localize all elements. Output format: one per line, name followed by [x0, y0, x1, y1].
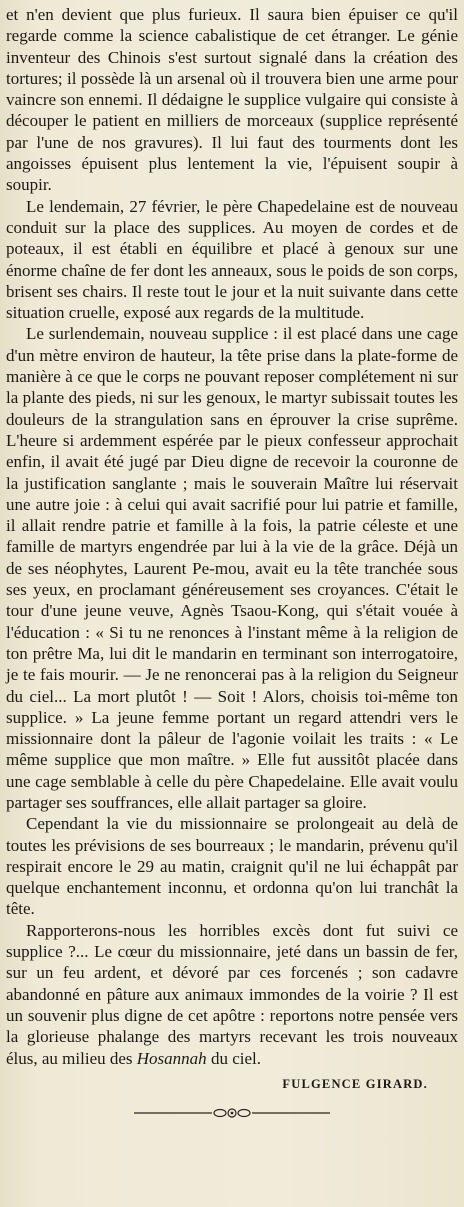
paragraph-rapporterons-end: du ciel.	[206, 1048, 261, 1068]
paragraph-cependant: Cependant la vie du missionnaire se prolongeait au delà de toutes les prévisions de ses bourreaux ; le mandarin, prévenu qu'il respirait encore le 29 au matin, craignit qu'il ne lui échappât par quelque enchantement inconnu, et ordonna qu'on lui tranchât la tête.	[6, 814, 458, 919]
end-ornament	[132, 1106, 332, 1120]
author-signature: FULGENCE GIRARD.	[282, 1076, 428, 1091]
paragraph-lendemain: Le lendemain, 27 février, le père Chapedelaine est de nouveau conduit sur la place des supplices. Au moyen de cordes et de poteaux, il est établi en équilibre et placé à genoux sur une énorme chaîne de fer dont les anneaux, sous le poids de son corps, brisent ses chairs. Il reste tout le jour et la nuit suivante dans cette situation cruelle, exposé aux regards de la multitude.	[6, 196, 458, 323]
paragraph-surlendemain: Le surlendemain, nouveau supplice : il est placé dans une cage d'un mètre environ de hauteur, la tête prise dans la plate-forme de manière à ce que le corps ne pouvant reposer complétement ni sur la plante des pieds, ni sur les genoux, le martyr subissait toutes les douleurs de la strangulation sans en éprouver la crise suprême. L'heure si ardemment espérée par le pieux confesseur approchait enfin, il avait été jugé par Dieu digne de recevoir la couronne de la justification sanglante ; mais le souverain Maître lui réservait une autre joie : à celui qui avait sacrifié pour lui patrie et famille, il allait rendre patrie et famille à la fois, la patrie céleste et une famille de martyrs engendrée par lui à la vie de la grâce. Déjà un de ses néophytes, Laurent Pe-mou, avait eu la tête tranchée sous ses yeux, en proclamant généreusement ses croyances. C'était le tour d'une jeune veuve, Agnès Tsaou-Kong, qui s'était vouée à l'éducation : « Si tu ne renonces à l'instant même à la religion de ton prêtre Ma, lui dit le mandarin en terminant son interrogatoire, je te fais mourir. — Je ne renoncerai pas à la religion du Seigneur du ciel... La mort plutôt ! — Soit ! Alors, choisis toi-même ton supplice. » La jeune femme portant un regard attendri vers le missionnaire dont la pâleur de l'agonie voilait les traits : « Le même supplice que mon maître. » Elle fut aussitôt placée dans une cage semblable à celle du père Chapedelaine. Elle avait voulu partager ses souffrances, elle allait partager sa gloire.	[6, 324, 458, 812]
paragraph-rapporterons-text: Rapporterons-nous les horribles excès dont fut suivi ce supplice ?... Le cœur du missionnaire, jeté dans un bassin de fer, sur un feu ardent, et dévoré par ces forcenés ; son cadavre abandonné en pâture aux animaux immondes de la voirie ? Il est un souvenir plus digne de cet apôtre : reportons notre pensée vers la glorieuse phalange des martyrs recevant les trois nouveaux élus, au milieu des	[6, 920, 458, 1068]
article-body	[6, 4, 458, 1069]
paragraph-continuation: et n'en devient que plus furieux. Il saura bien épuiser ce qu'il regarde comme la science cabalistique de cet étranger. Le génie inventeur des Chinois s'est surtout signalé dans la création des tortures; il possède là un arsenal où il trouvera bien une arme pour vaincre son ennemi. Il dédaigne le supplice vulgaire qui consiste à découper le patient en milliers de morceaux (supplice représenté par l'une de nos gravures). Il lui faut des tourments dont les angoisses épuisent plus lentement la vie, l'épuisent soupir à soupir.	[6, 5, 458, 195]
paragraph-rapporterons	[6, 920, 458, 1069]
hosannah-word: Hosannah	[136, 1048, 207, 1068]
